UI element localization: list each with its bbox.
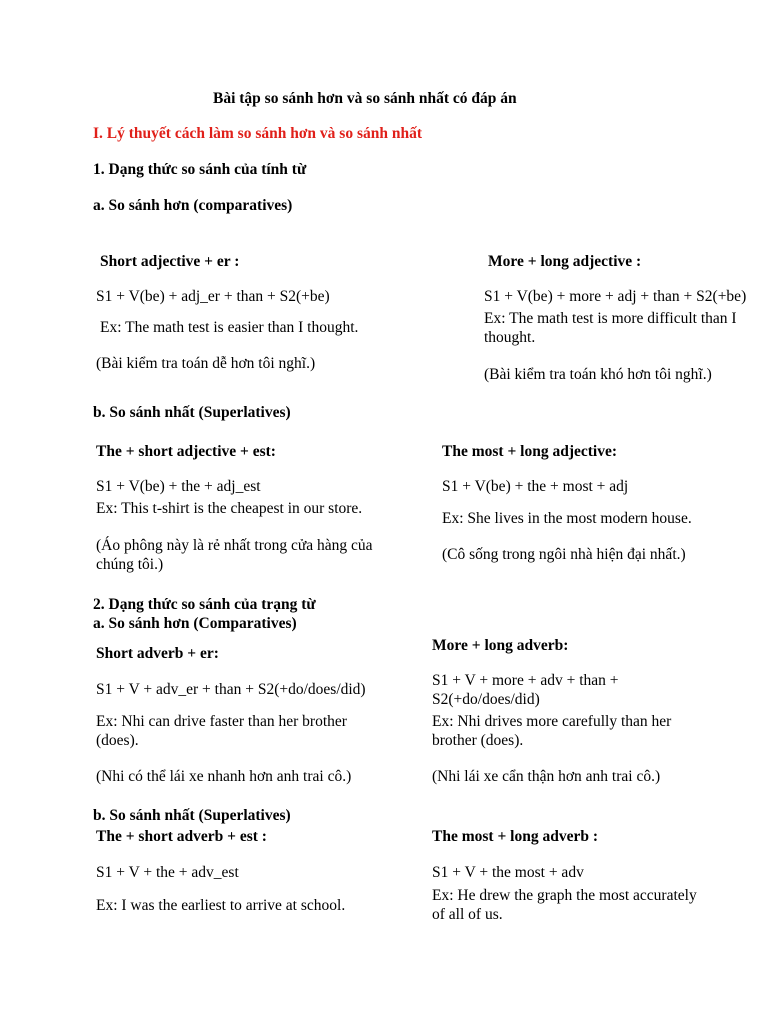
short-adverb-formula: S1 + V + adv_er + than + S2(+do/does/did) [96,681,366,698]
adjective-comparatives-heading: a. So sánh hơn (comparatives) [93,197,293,214]
long-adverb-example-line1: Ex: Nhi drives more carefully than her [432,713,672,730]
long-adverb-superlative-formula: S1 + V + the most + adv [432,864,584,881]
long-adjective-translation: (Bài kiểm tra toán khó hơn tôi nghĩ.) [484,366,712,383]
long-adjective-label: More + long adjective : [488,253,642,270]
short-adverb-translation: (Nhi có thể lái xe nhanh hơn anh trai cô.) [96,768,352,785]
adverb-comparatives-heading: a. So sánh hơn (Comparatives) [93,615,297,632]
adjective-forms-heading: 1. Dạng thức so sánh của tính từ [93,161,307,178]
long-adverb-example-line2: brother (does). [432,732,524,749]
long-adverb-label: More + long adverb: [432,637,569,654]
document-title: Bài tập so sánh hơn và so sánh nhất có đáp án [213,90,517,107]
short-adjective-superlative-label: The + short adjective + est: [96,443,276,460]
short-adjective-superlative-formula: S1 + V(be) + the + adj_est [96,478,261,495]
short-adjective-superlative-translation-line1: (Áo phông này là rẻ nhất trong cửa hàng của [96,537,373,554]
long-adverb-superlative-example-line2: of all of us. [432,906,503,923]
long-adjective-superlative-label: The most + long adjective: [442,443,618,460]
long-adjective-example-line1: Ex: The math test is more difficult than I [484,310,737,327]
short-adverb-superlative-example: Ex: I was the earliest to arrive at school. [96,897,346,914]
long-adverb-formula-line1: S1 + V + more + adv + than + [432,672,619,689]
adverb-forms-heading: 2. Dạng thức so sánh của trạng từ [93,596,316,613]
long-adjective-superlative-translation: (Cô sống trong ngôi nhà hiện đại nhất.) [442,546,686,563]
long-adjective-formula: S1 + V(be) + more + adj + than + S2(+be) [484,288,747,305]
long-adjective-example-line2: thought. [484,329,536,346]
long-adjective-superlative-formula: S1 + V(be) + the + most + adj [442,478,629,495]
short-adverb-example-line1: Ex: Nhi can drive faster than her brother [96,713,347,730]
short-adverb-example-line2: (does). [96,732,139,749]
long-adjective-superlative-example: Ex: She lives in the most modern house. [442,510,692,527]
long-adverb-translation: (Nhi lái xe cẩn thận hơn anh trai cô.) [432,768,661,785]
section-heading-theory: I. Lý thuyết cách làm so sánh hơn và so sánh nhất [93,125,422,142]
short-adjective-superlative-translation-line2: chúng tôi.) [96,556,164,573]
adverb-superlatives-heading: b. So sánh nhất (Superlatives) [93,807,291,824]
short-adjective-example: Ex: The math test is easier than I thought. [100,319,359,336]
long-adverb-superlative-label: The most + long adverb : [432,828,598,845]
adjective-superlatives-heading: b. So sánh nhất (Superlatives) [93,404,291,421]
short-adverb-superlative-formula: S1 + V + the + adv_est [96,864,239,881]
long-adverb-superlative-example-line1: Ex: He drew the graph the most accurately [432,887,697,904]
short-adjective-translation: (Bài kiểm tra toán dễ hơn tôi nghĩ.) [96,355,316,372]
short-adverb-superlative-label: The + short adverb + est : [96,828,267,845]
short-adjective-label: Short adjective + er : [100,253,240,270]
short-adjective-superlative-example: Ex: This t-shirt is the cheapest in our store. [96,500,363,517]
short-adjective-formula: S1 + V(be) + adj_er + than + S2(+be) [96,288,330,305]
short-adverb-label: Short adverb + er: [96,645,219,662]
long-adverb-formula-line2: S2(+do/does/did) [432,691,540,708]
